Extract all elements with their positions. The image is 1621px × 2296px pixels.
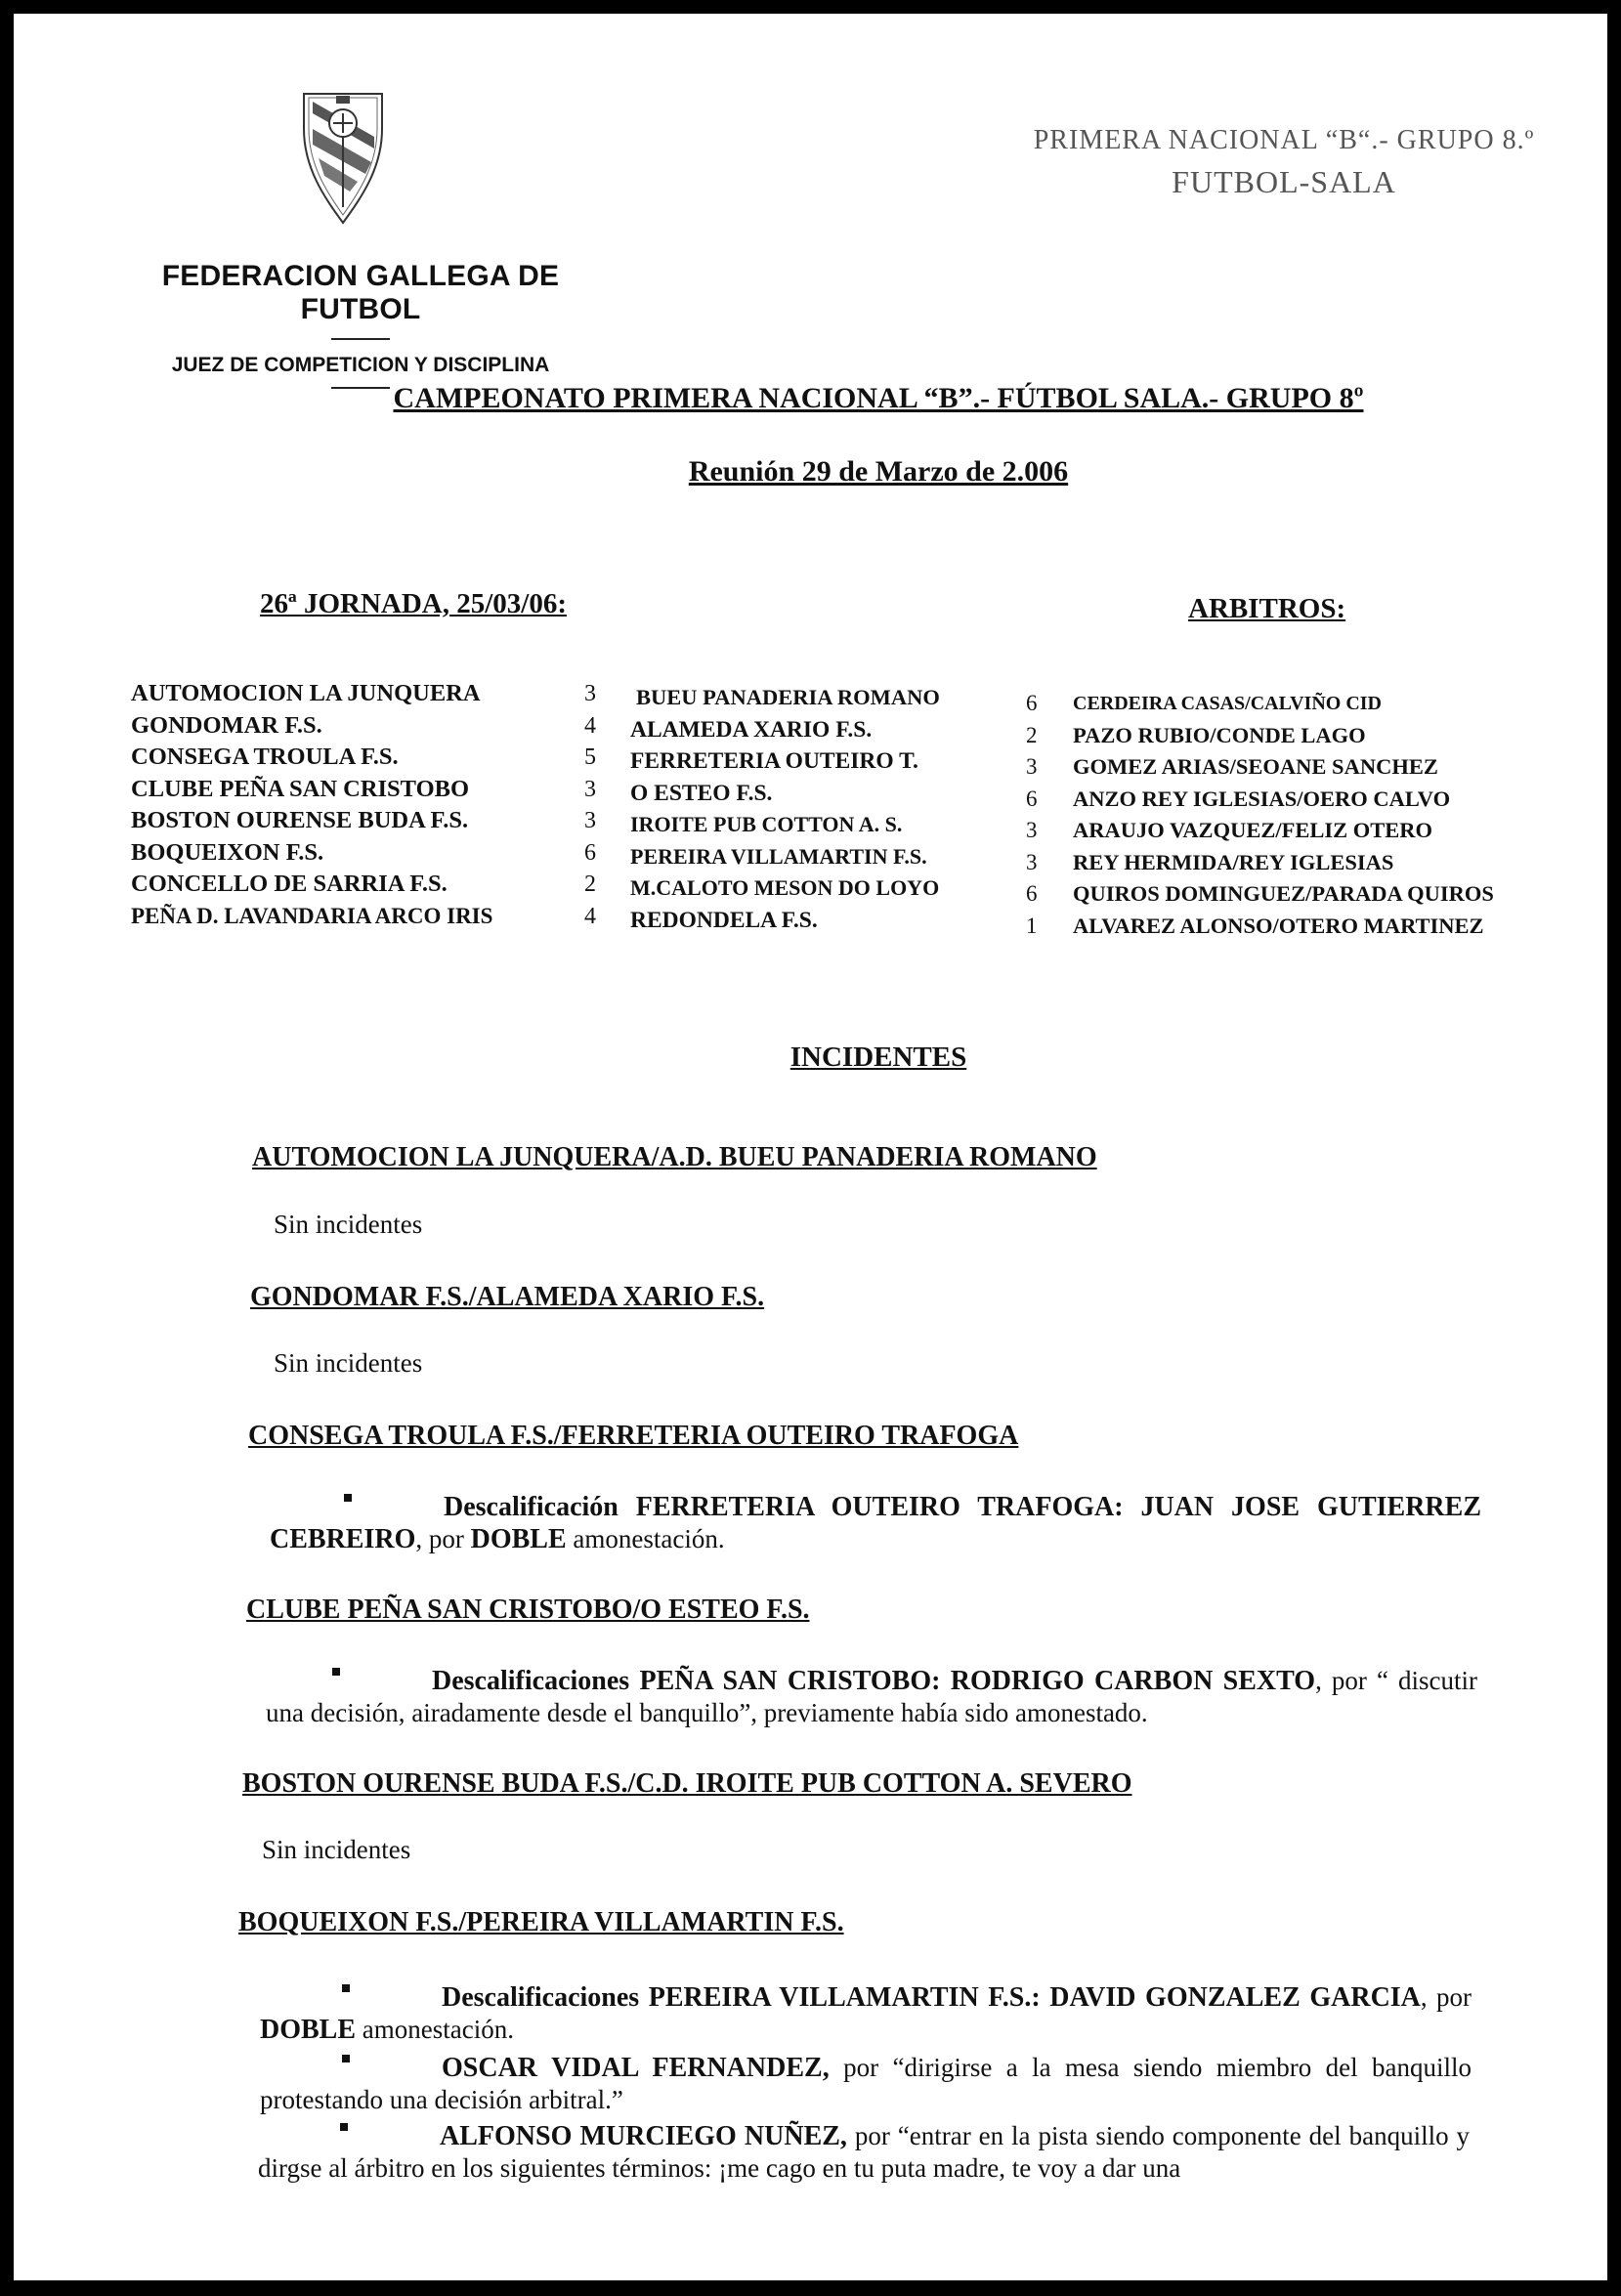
away-team: O ESTEO F.S. (630, 780, 773, 806)
divider (331, 338, 390, 340)
bullet-icon (340, 2123, 348, 2131)
away-team: ALAMEDA XARIO F.S. (630, 716, 873, 743)
competition-header (922, 125, 1607, 200)
referee-pair: QUIROS DOMINGUEZ/PARADA QUIROS (1073, 881, 1494, 906)
incident-paragraph (260, 1981, 1472, 2046)
away-scores-column (1026, 688, 1038, 942)
home-teams-column (131, 678, 492, 932)
home-score: 2 (584, 872, 596, 897)
home-score: 4 (584, 712, 596, 739)
away-team: M.CALOTO MESON DO LOYO (630, 875, 940, 900)
incident-match-title: BOSTON OURENSE BUDA F.S./C.D. IROITE PUB COTTON A. SEVERO (242, 1768, 1132, 1799)
sanction-bold-text: ALFONSO MURCIEGO NUÑEZ, (440, 2121, 847, 2151)
sanction-bold-text: Descalificaciones PEÑA SAN CRISTOBO: RODRIGO CARBON SEXTO (432, 1666, 1316, 1696)
referee-pair: PAZO RUBIO/CONDE LAGO (1073, 722, 1366, 747)
incident-text: Sin incidentes (262, 1835, 411, 1864)
bullet-icon (344, 1494, 352, 1502)
referee-pair: ANZO REY IGLESIAS/OERO CALVO (1073, 786, 1451, 811)
sanction-text: , por (415, 1524, 471, 1553)
sanction-bold-text: OSCAR VIDAL FERNANDEZ, (442, 2053, 830, 2083)
competition-line-1: PRIMERA NACIONAL “B“.- GRUPO 8.º (1033, 125, 1535, 155)
federation-crest-logo (301, 90, 385, 232)
away-team: REDONDELA F.S. (630, 907, 818, 933)
home-score: 3 (584, 808, 596, 833)
referee-pair: REY HERMIDA/REY IGLESIAS (1073, 849, 1394, 874)
federation-subtitle: JUEZ DE COMPETICION Y DISCIPLINA (171, 354, 550, 376)
incident-paragraph (270, 1491, 1481, 1555)
competition-line-2: FUTBOL-SALA (1172, 164, 1396, 199)
home-score: 3 (584, 776, 596, 802)
results-table (14, 678, 1607, 952)
incidents-heading: INCIDENTES (789, 1042, 967, 1073)
referees-heading: ARBITROS: (1188, 593, 1346, 624)
sanction-text: amonestación. (566, 1524, 725, 1553)
away-score: 3 (1026, 818, 1038, 842)
incident-match-title: CONSEGA TROULA F.S./FERRETERIA OUTEIRO TRAFOGA (248, 1421, 1019, 1451)
away-score: 6 (1026, 691, 1038, 715)
sanction-bold-text: Descalificaciones PEREIRA VILLAMARTIN F.S.: DAVID GONZALEZ GARCIA (442, 1982, 1421, 2013)
incident-paragraph (260, 2052, 1472, 2115)
referee-pair: ALVAREZ ALONSO/OTERO MARTINEZ (1073, 913, 1484, 938)
home-team: CLUBE PEÑA SAN CRISTOBO (131, 775, 470, 802)
bullet-icon (342, 2055, 350, 2062)
sanction-bold-text: DOBLE (260, 2015, 357, 2045)
away-score: 2 (1026, 722, 1038, 747)
away-score: 6 (1026, 786, 1038, 811)
main-title: CAMPEONATO PRIMERA NACIONAL “B”.- FÚTBOL SALA.- GRUPO 8º (393, 382, 1364, 414)
sanction-text: por “entrar en la pista siendo componente del banquillo y dirgse al árbitro en los siguientes términos: ¡me cago en tu puta madre, te voy a dar una (258, 2121, 1470, 2183)
bullet-icon (342, 1984, 350, 1992)
incident-text: Sin incidentes (274, 1210, 423, 1239)
bullet-icon (332, 1668, 340, 1676)
home-scores-column (584, 678, 596, 932)
home-score: 6 (584, 839, 596, 866)
home-team: BOSTON OURENSE BUDA F.S. (131, 807, 469, 833)
home-team: CONSEGA TROULA F.S. (131, 744, 399, 770)
away-team: PEREIRA VILLAMARTIN F.S. (630, 843, 927, 869)
home-team: CONCELLO DE SARRIA F.S. (131, 871, 448, 897)
home-team: PEÑA D. LAVANDARIA ARCO IRIS (131, 903, 493, 928)
away-team: IROITE PUB COTTON A. S. (630, 812, 903, 836)
away-score: 3 (1026, 849, 1038, 874)
referee-pair: ARAUJO VAZQUEZ/FELIZ OTERO (1073, 818, 1432, 842)
incident-match-title: BOQUEIXON F.S./PEREIRA VILLAMARTIN F.S. (238, 1907, 844, 1937)
incident-match-title: GONDOMAR F.S./ALAMEDA XARIO F.S. (250, 1282, 765, 1312)
sanction-bold-text: DOBLE (470, 1524, 567, 1554)
incident-paragraph (258, 2120, 1470, 2184)
incident-match-title: CLUBE PEÑA SAN CRISTOBO/O ESTEO F.S. (246, 1594, 810, 1625)
federation-name: FEDERACION GALLEGA DE FUTBOL (161, 260, 560, 325)
matchday-heading: 26ª JORNADA, 25/03/06: (260, 588, 567, 619)
away-score: 6 (1026, 881, 1038, 906)
meeting-date: Reunión 29 de Marzo de 2.006 (688, 455, 1069, 488)
away-team: FERRETERIA OUTEIRO T. (630, 748, 918, 774)
home-team: AUTOMOCION LA JUNQUERA (131, 680, 481, 706)
referee-pair: GOMEZ ARIAS/SEOANE SANCHEZ (1073, 754, 1438, 779)
incident-text: Sin incidentes (274, 1348, 423, 1378)
home-score: 4 (584, 903, 596, 929)
incident-match-title: AUTOMOCION LA JUNQUERA/A.D. BUEU PANADERIA ROMANO (252, 1142, 1097, 1172)
referee-pair: CERDEIRA CASAS/CALVIÑO CID (1073, 693, 1382, 714)
away-team: BUEU PANADERIA ROMANO (636, 685, 940, 709)
incident-paragraph (266, 1665, 1477, 1728)
away-teams-column (630, 682, 940, 936)
referees-column (1073, 688, 1494, 942)
away-score: 3 (1026, 754, 1038, 779)
home-team: BOQUEIXON F.S. (131, 838, 324, 866)
away-score: 1 (1026, 913, 1038, 938)
sanction-text: amonestación. (356, 2015, 514, 2044)
sanction-text: por “dirigirse a la mesa siendo miembro del banquillo protestando una decisión arbitral.” (260, 2053, 1472, 2114)
home-team: GONDOMAR F.S. (131, 711, 322, 739)
sanction-text: , por (1420, 1982, 1472, 2012)
home-score: 3 (584, 681, 596, 706)
sanction-text: , por “ discutir una decisión, airadamente desde el banquillo”, previamente había sido amonestado. (266, 1666, 1477, 1727)
sanction-bold-text: Descalificación FERRETERIA OUTEIRO TRAFOGA: JUAN JOSE GUTIERREZ CEBREIRO (270, 1492, 1481, 1554)
home-score: 5 (584, 744, 596, 770)
